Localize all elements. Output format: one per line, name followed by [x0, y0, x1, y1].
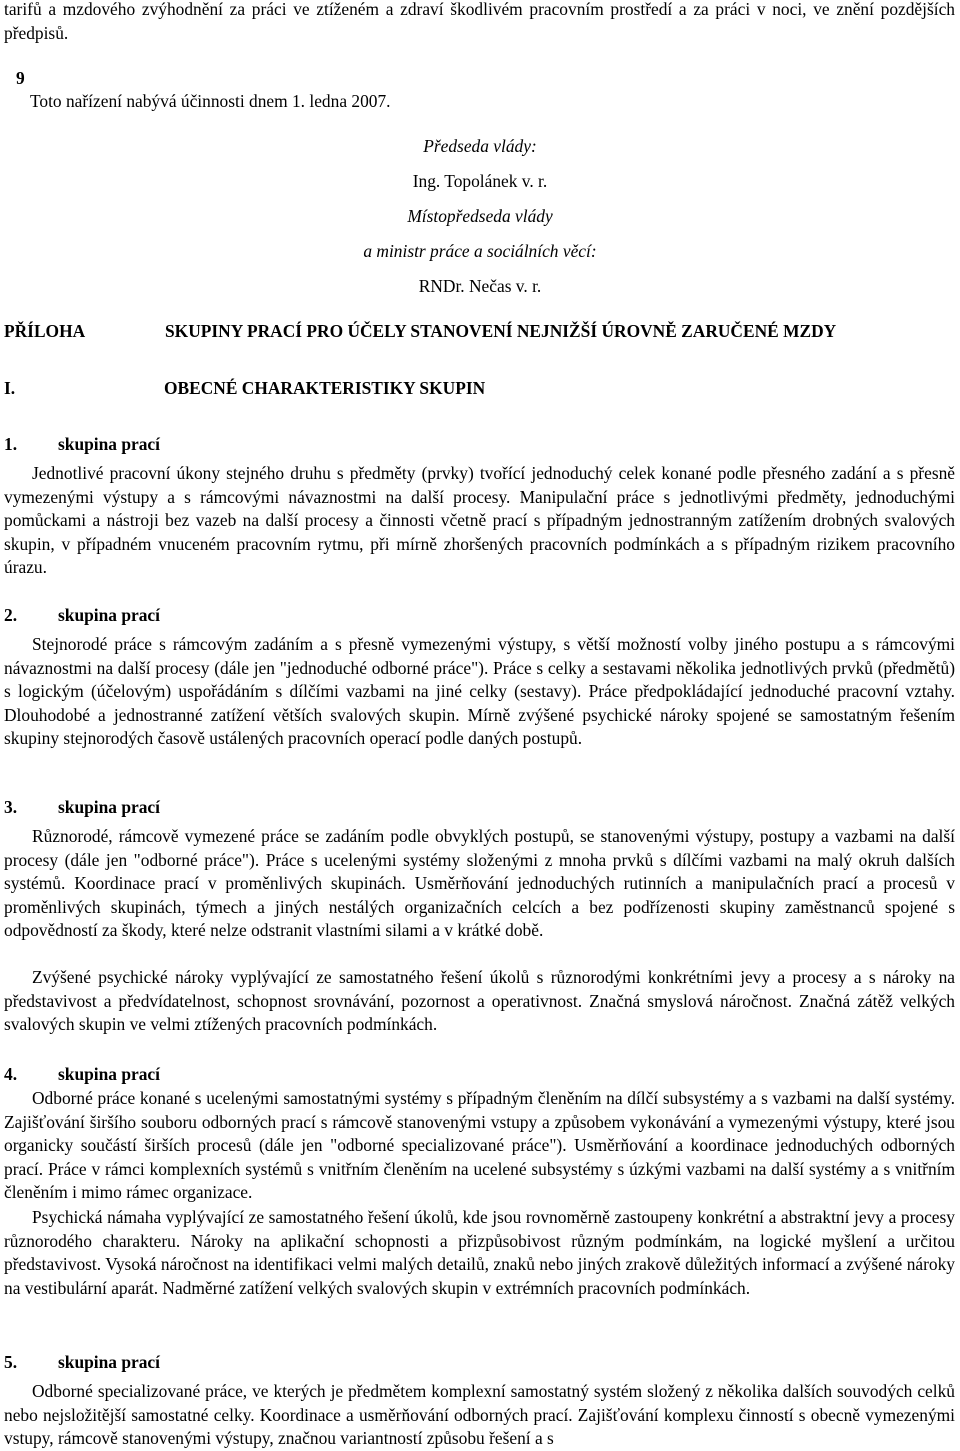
part-title: OBECNÉ CHARAKTERISTIKY SKUPIN [164, 378, 486, 398]
group-heading: skupina prací [58, 797, 160, 817]
annex-title: SKUPINY PRACÍ PRO ÚČELY STANOVENÍ NEJNIŽŠÍ ÚROVNĚ ZARUČENÉ MZDY [165, 321, 837, 341]
group-number: 2. [4, 605, 18, 625]
group-paragraph: Odborné specializované práce, ve kterých je předmětem komplexní samostatný systém složený z několika dalších souvodých celků nebo nejsložitější samostatné celky. Koordinace a usměrňování odborných prací. Zajišťování komplexu činností s obecně vymezenými vstupy, rámcově stanovenými výstupy, značnou variantností způsobu řešení a s [4, 1381, 955, 1449]
part-number: I. [4, 378, 16, 398]
group-heading: skupina prací [58, 434, 160, 454]
group-number: 1. [4, 434, 18, 454]
group-number: 5. [4, 1352, 18, 1372]
pm-title: Předseda vlády: [423, 136, 537, 156]
pm-name: Ing. Topolánek v. r. [412, 171, 548, 191]
group-paragraph: Jednotlivé pracovní úkony stejného druhu s předměty (prvky) tvořící jednoduchý celek konané podle přesného zadání a s přesně vymezenými výstupy a s rámcovými návaznostmi na další procesy. Manipulační práce s jednotlivými předměty, jednoduchými pomůckami a nástroji bez vazeb na další procesy a činnosti včetně prací s případným jednostranným zatížením drobných svalových skupin, v případném vnuceném pracovním rytmu, při mírně zhoršených pracovních podmínkách a s případným rizikem pracovního úrazu. [4, 463, 955, 578]
vice-title-2: a ministr práce a sociálních věcí: [363, 241, 597, 261]
section-marker: 9 [16, 68, 25, 88]
group-paragraph: Psychická námaha vyplývající ze samostatného řešení úkolů, kde jsou rovnoměrně zastoupeny konkrétní a abstraktní jevy a procesy různorodého charakteru. Nároky na aplikační schopnosti a přizpůsobivost různým podmínkám, na logické myšlení a určitou představivost. Vysoká náročnost na identifikaci velmi malých detailů, znaků nebo jiných zrakově důležitých informací a zvýšené nároky na vestibulární aparát. Nadměrné zatížení velkých svalových skupin v extrémních pracovních podmínkách. [4, 1207, 955, 1298]
group-paragraph: Stejnorodé práce s rámcovým zadáním a s přesně vymezenými výstupy, s větší možností volby jiného postupu a s rámcovými návaznostmi na další procesy (dále jen "jednoduché odborné práce"). Práce s celky a sestavami několika jednotlivých prvků (předmětů) s logickým (účelovým) uspořádáním s dílčími vazbami na jiné celky (sestavy). Práce předpokládající jednoduché pracovní vztahy. Dlouhodobé a jednostranné zatížení větších svalových skupin. Mírně zvýšené psychické nároky spojené se samostatným řešením skupiny stejnorodých časově ustálených pracovních operací podle daných postupů. [4, 634, 955, 749]
group-paragraph: Zvýšené psychické nároky vyplývající ze samostatného řešení úkolů s různorodými konkrétními jevy a procesy a s nároky na představivost a předvídatelnost, schopnost srovnávání, pozornost a operativnost. Značná smyslová náročnost. Značná zátěž velkých svalových skupin ve velmi ztížených pracovních podmínkách. [4, 967, 955, 1035]
group-paragraph: Odborné práce konané s ucelenými samostatnými systémy s případným členěním na dílčí subsystémy a s vazbami na další systémy. Zajišťování širšího souboru odborných prací s rámcově stanovenými vstupy a způsobem vykonávání a vymezenými výstupy, které jsou organicky součástí širších procesů (dále jen "odborné specializované práce"). Usměrňování a koordinace jednoduchých odborných prací. Práce v rámci komplexních systémů s vnitřním členěním na ucelené subsystémy s úzkými vazbami na další systémy a s vnitřním členěním i mimo rámec organizace. [4, 1088, 955, 1203]
group-number: 3. [4, 797, 18, 817]
intro-paragraph: tarifů a mzdového zvýhodnění za práci ve ztíženém a zdraví škodlivém pracovním prostředí a za práci v noci, ve znění pozdějších předpisů. [4, 0, 955, 43]
vice-title-1: Místopředseda vlády [407, 206, 553, 226]
effective-date-text: Toto nařízení nabývá účinnosti dnem 1. ledna 2007. [30, 91, 391, 111]
group-paragraph: Různorodé, rámcově vymezené práce se zadáním podle obvyklých postupů, se stanovenými výstupy, postupy a vazbami na další procesy (dále jen "odborné práce"). Práce s ucelenými systémy složenými z mnoha prvků s dílčími vazbami na malý okruh dalších systémů. Koordinace prací v proměnlivých skupinách. Usměrňování jednoduchých rutinních a manipulačních prací a procesů v proměnlivých skupinách, týmech a jiných nestálých organizačních celcích a bez podřízenosti skupiny zaměstnanců spojené s odpovědností za škody, které nelze odstranit vlastními silami a v krátké době. [4, 826, 955, 941]
group-heading: skupina prací [58, 1352, 160, 1372]
group-number: 4. [4, 1064, 18, 1084]
group-heading: skupina prací [58, 1064, 160, 1084]
vice-name: RNDr. Nečas v. r. [418, 276, 542, 296]
group-heading: skupina prací [58, 605, 160, 625]
annex-label: PŘÍLOHA [4, 321, 86, 341]
